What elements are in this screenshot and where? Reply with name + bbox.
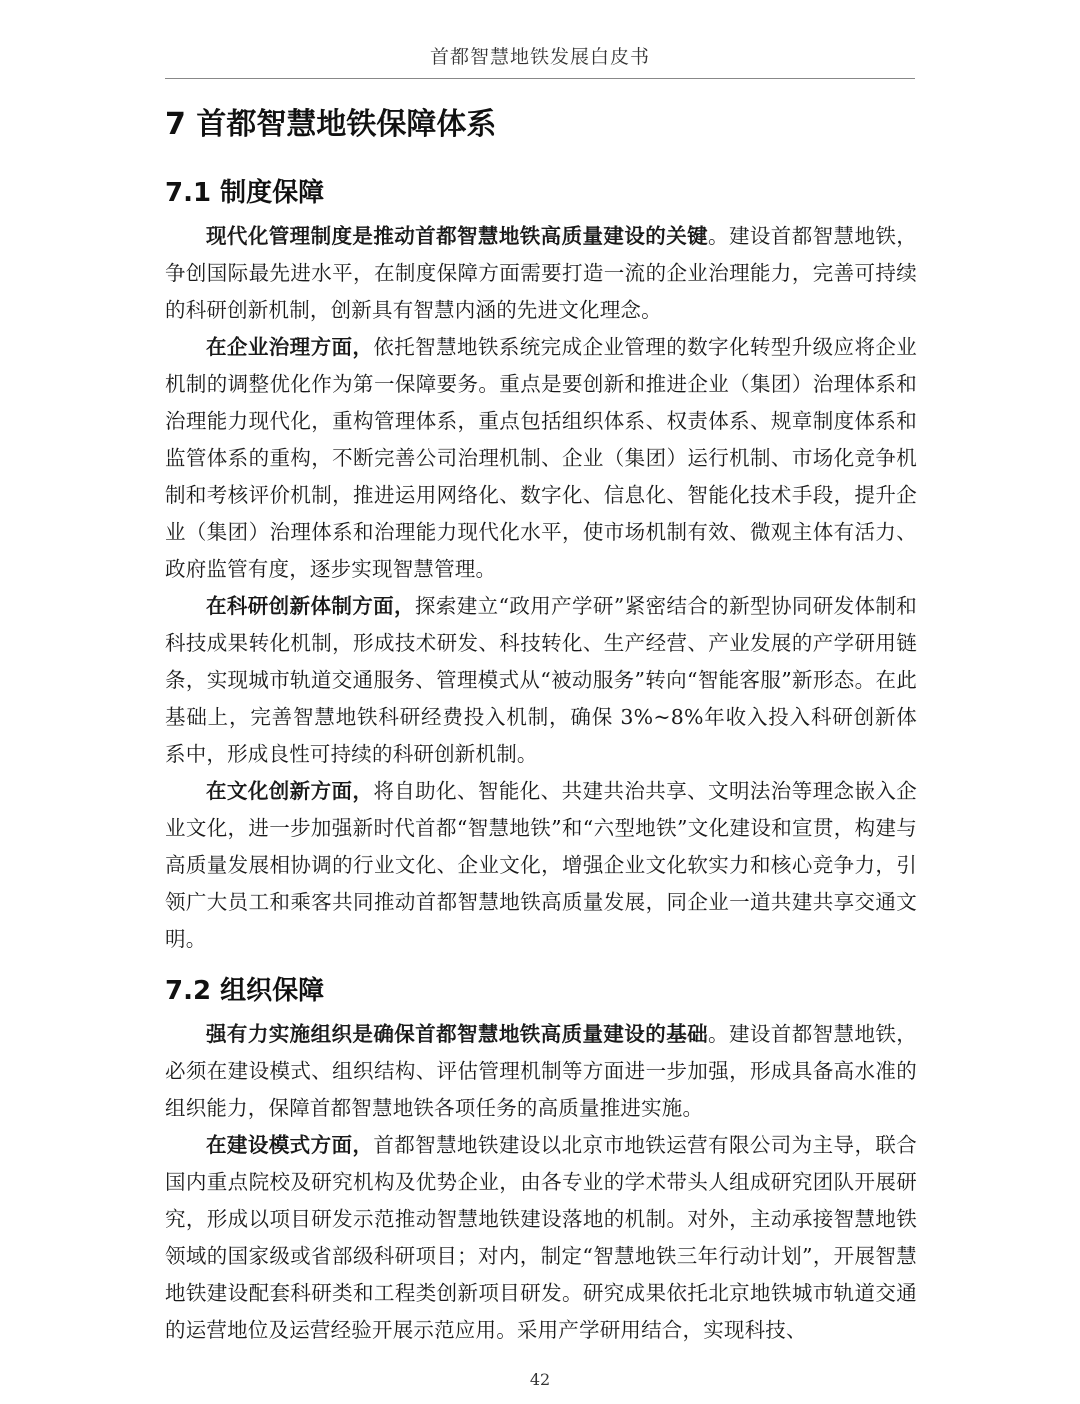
section-title-7-1: 7.1 制度保障 xyxy=(165,178,325,208)
paragraph-research-innovation xyxy=(165,588,917,773)
paragraph-construction-model xyxy=(165,1127,917,1349)
paragraph-management-system xyxy=(165,218,917,329)
page-number: 42 xyxy=(529,1370,551,1389)
paragraph-lead: 在建设模式方面， xyxy=(206,1133,374,1157)
paragraph-corporate-governance xyxy=(165,329,917,588)
page-content xyxy=(165,100,917,1349)
paragraph-lead: 在科研创新体制方面， xyxy=(206,594,415,618)
paragraph-lead: 在文化创新方面， xyxy=(206,779,374,803)
paragraph-culture-innovation xyxy=(165,773,917,958)
paragraph-body: 依托智慧地铁系统完成企业管理的数字化转型升级应将企业机制的调整优化作为第一保障要务。重点是要创新和推进企业（集团）治理体系和治理能力现代化，重构管理体系，重点包括组织体系、权责体系、规章制度体系和监管体系的重构，不断完善公司治理机制、企业（集团）运行机制、市场化竞争机制和考核评价机制，推进运用网络化、数字化、信息化、智能化技术手段，提升企业（集团）治理体系和治理能力现代化水平，使市场机制有效、微观主体有活力、政府监管有度，逐步实现智慧管理。 xyxy=(165,335,917,581)
chapter-title: 7 首都智慧地铁保障体系 xyxy=(165,107,497,142)
paragraph-body: 。建设首都智慧地铁，争创国际最先进水平，在制度保障方面需要打造一流的企业治理能力，完善可持续的科研创新机制，创新具有智慧内涵的先进文化理念。 xyxy=(165,224,917,322)
paragraph-body: 首都智慧地铁建设以北京市地铁运营有限公司为主导，联合国内重点院校及研究机构及优势企业，由各专业的学术带头人组成研究团队开展研究，形成以项目研发示范推动智慧地铁建设落地的机制。对外，主动承接智慧地铁领域的国家级或省部级科研项目；对内，制定“智慧地铁三年行动计划”，开展智慧地铁建设配套科研类和工程类创新项目研发。研究成果依托北京地铁城市轨道交通的运营地位及运营经验开展示范应用。采用产学研用结合，实现科技、 xyxy=(165,1133,917,1342)
section-title-7-2: 7.2 组织保障 xyxy=(165,976,325,1006)
paragraph-lead: 强有力实施组织是确保首都智慧地铁高质量建设的基础 xyxy=(206,1022,709,1046)
paragraph-body: 将自助化、智能化、共建共治共享、文明法治等理念嵌入企业文化，进一步加强新时代首都“智慧地铁”和“六型地铁”文化建设和宣贯，构建与高质量发展相协调的行业文化、企业文化，增强企业文化软实力和核心竞争力，引领广大员工和乘客共同推动首都智慧地铁高质量发展，同企业一道共建共享交通文明。 xyxy=(165,779,917,951)
header-rule xyxy=(165,78,915,79)
paragraph-implementation-organization xyxy=(165,1016,917,1127)
paragraph-lead: 现代化管理制度是推动首都智慧地铁高质量建设的关键 xyxy=(206,224,709,248)
paragraph-body: 探索建立“政用产学研”紧密结合的新型协同研发体制和科技成果转化机制，形成技术研发、科技转化、生产经营、产业发展的产学研用链条，实现城市轨道交通服务、管理模式从“被动服务”转向“智能客服”新形态。在此基础上，完善智慧地铁科研经费投入机制，确保 3%~8%年收入投入科研创新体系中，形成良性可持续的科研创新机制。 xyxy=(165,594,917,766)
running-header: 首都智慧地铁发展白皮书 xyxy=(429,46,650,68)
paragraph-lead: 在企业治理方面， xyxy=(206,335,374,359)
paragraph-body: 。建设首都智慧地铁，必须在建设模式、组织结构、评估管理机制等方面进一步加强，形成具备高水准的组织能力，保障首都智慧地铁各项任务的高质量推进实施。 xyxy=(165,1022,917,1120)
